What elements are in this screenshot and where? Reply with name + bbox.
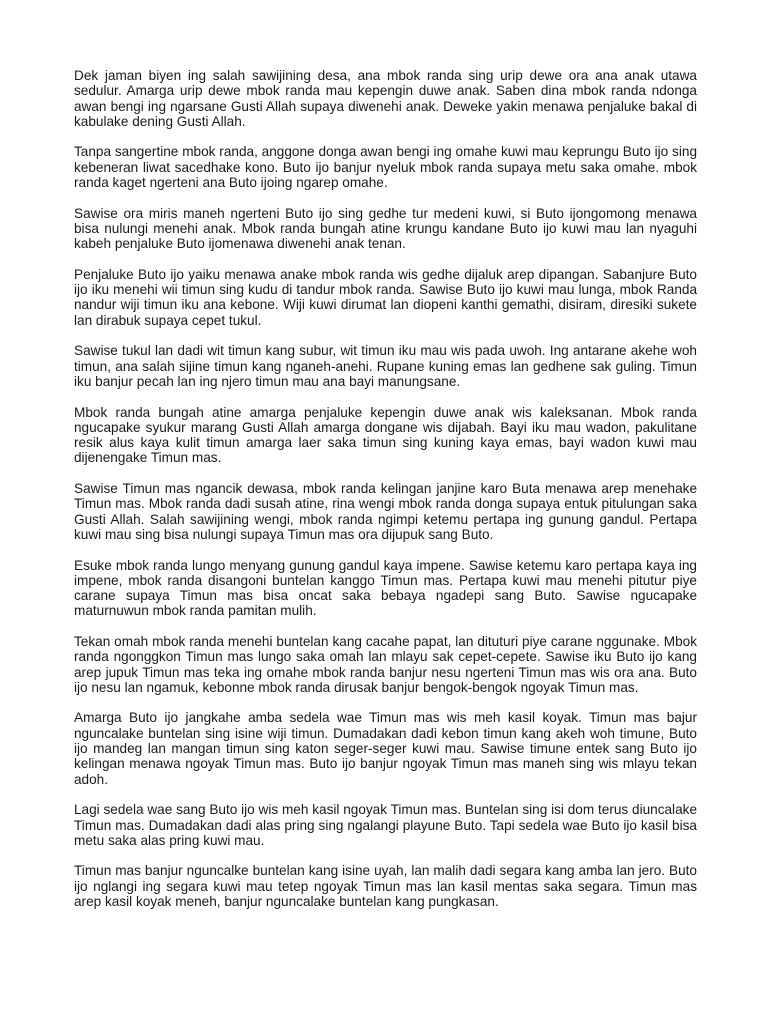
- paragraph-7: Sawise Timun mas ngancik dewasa, mbok randa kelingan janjine karo Buta menawa arep menehake Timun mas. Mbok randa dadi susah atine, rina wengi mbok randa donga supaya entuk pitulungan saka Gusti Allah. Salah sawijining wengi, mbok randa ngimpi ketemu pertapa ing gunung gandul. Pertapa kuwi mau sing bisa nulungi supaya Timun mas ora dijupuk sang Buto.: [74, 481, 697, 542]
- paragraph-10: Amarga Buto ijo jangkahe amba sedela wae Timun mas wis meh kasil koyak. Timun mas bajur nguncalake buntelan sing isine wiji timun. Dumadakan dadi kebon timun kang akeh woh timune, Buto ijo mandeg lan mangan timun sing katon seger-seger kuwi mau. Sawise timune entek sang Buto ijo kelingan menawa ngoyak Timun mas. Buto ijo banjur ngoyak Timun mas maneh sing wis mlayu tekan adoh.: [74, 710, 697, 787]
- paragraph-1: Dek jaman biyen ing salah sawijining desa, ana mbok randa sing urip dewe ora ana anak utawa sedulur. Amarga urip dewe mbok randa mau kepengin duwe anak. Saben dina mbok randa ndonga awan bengi ing ngarsane Gusti Allah supaya diwenehi anak. Deweke yakin menawa penjaluke bakal di kabulake dening Gusti Allah.: [74, 68, 697, 129]
- paragraph-2: Tanpa sangertine mbok randa, anggone donga awan bengi ing omahe kuwi mau keprungu Buto ijo sing kebeneran liwat sacedhake kono. Buto ijo banjur nyeluk mbok randa supaya metu saka omahe. mbok randa kaget ngerteni ana Buto ijoing ngarep omahe.: [74, 144, 697, 191]
- paragraph-8: Esuke mbok randa lungo menyang gunung gandul kaya impene. Sawise ketemu karo pertapa kaya ing impene, mbok randa disangoni buntelan kanggo Timun mas. Pertapa kuwi mau menehi pitutur piye carane supaya Timun mas bisa oncat saka bebaya ngadepi sang Buto. Sawise ngucapake maturnuwun mbok randa pamitan mulih.: [74, 557, 697, 619]
- paragraph-4: Penjaluke Buto ijo yaiku menawa anake mbok randa wis gedhe dijaluk arep dipangan. Sabanjure Buto ijo iku menehi wii timun sing kudu di tandur mbok randa. Sawise Buto ijo kuwi mau lunga, mbok Randa nandur wiji timun iku ana kebone. Wiji kuwi dirumat lan diopeni kanthi gemathi, disiram, diresiki sukete lan dirabuk supaya cepet tukul.: [74, 266, 697, 328]
- paragraph-6: Mbok randa bungah atine amarga penjaluke kepengin duwe anak wis kaleksanan. Mbok randa ngucapake syukur marang Gusti Allah amarga dongane wis dijabah. Bayi iku mau wadon, pakulitane resik alus kaya kulit timun amarga laer saka timun sing kuning kaya emas, bayi wadon kuwi mau dijenengake Timun mas.: [74, 404, 697, 466]
- paragraph-5: Sawise tukul lan dadi wit timun kang subur, wit timun iku mau wis pada uwoh. Ing antarane akehe woh timun, ana salah sijine timun kang nganeh-anehi. Rupane kuning emas lan gedhene sak guling. Timun iku banjur pecah lan ing njero timun mau ana bayi manungsane.: [74, 343, 697, 389]
- paragraph-12: Timun mas banjur nguncalke buntelan kang isine uyah, lan malih dadi segara kang amba lan jero. Buto ijo nglangi ing segara kuwi mau tetep ngoyak Timun mas lan kasil mentas saka segara. Timun mas arep kasil koyak meneh, banjur nguncalake buntelan kang pungkasan.: [74, 863, 697, 910]
- paragraph-11: Lagi sedela wae sang Buto ijo wis meh kasil ngoyak Timun mas. Buntelan sing isi dom terus diuncalake Timun mas. Dumadakan dadi alas pring sing ngalangi playune Buto. Tapi sedela wae Buto ijo kasil bisa metu saka alas pring kuwi mau.: [74, 802, 697, 848]
- document-page: [74, 68, 697, 909]
- paragraph-3: Sawise ora miris maneh ngerteni Buto ijo sing gedhe tur medeni kuwi, si Buto ijongomong menawa bisa nulungi menehi anak. Mbok randa bungah atine krungu kandane Buto ijo kuwi mau lan nyaguhi kabeh penjaluke Buto ijomenawa diwenehi anak tenan.: [74, 205, 697, 252]
- paragraph-9: Tekan omah mbok randa menehi buntelan kang cacahe papat, lan dituturi piye carane nggunake. Mbok randa ngonggkon Timun mas lungo saka omah lan mlayu sak cepet-cepete. Sawise iku Buto ijo kang arep jupuk Timun mas teka ing omahe mbok randa banjur nesu ngerteni Timun mas wis ora ana. Buto ijo nesu lan ngamuk, kebonne mbok randa dirusak banjur bengok-bengok ngoyak Timun mas.: [74, 633, 697, 695]
